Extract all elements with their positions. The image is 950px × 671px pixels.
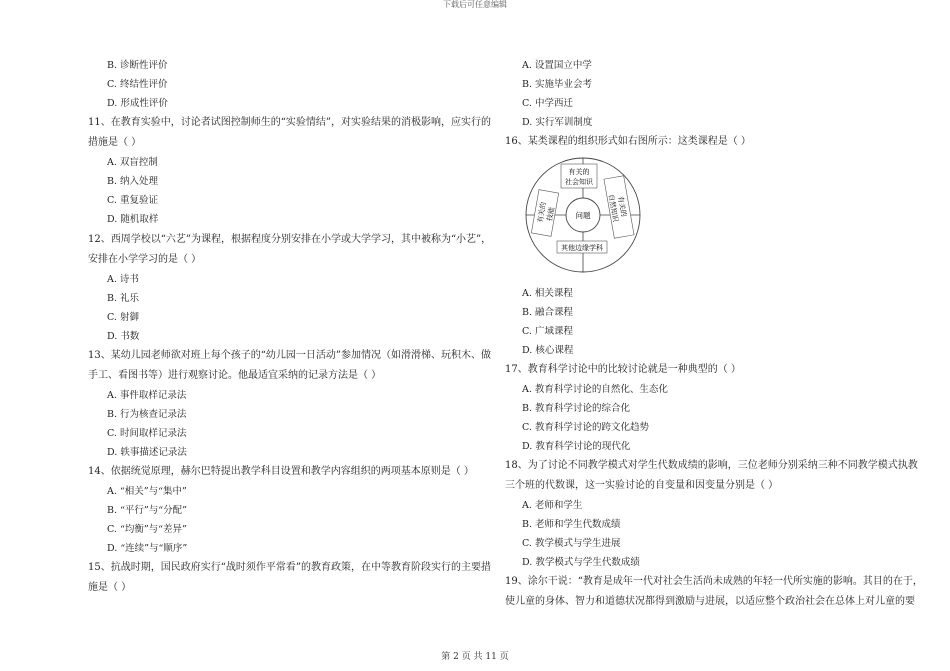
diagram-label-right-1: 有关的 xyxy=(616,195,628,218)
answer-option: B. 实施毕业会考 xyxy=(522,79,593,90)
answer-option: C. 终结性评价 xyxy=(107,79,168,90)
answer-option: A. 设置国立中学 xyxy=(522,60,592,71)
question-line: 13、某幼儿园老师欲对班上每个孩子的“幼儿园一日活动”参加情况（如滑滑梯、玩积木、做 xyxy=(88,350,491,361)
answer-option: B. 老师和学生代数成绩 xyxy=(522,519,621,530)
question-line: 17、教育科学讨论中的比较讨论就是一种典型的（ ） xyxy=(505,364,741,375)
answer-option: A. 老师和学生 xyxy=(522,500,583,511)
core-curriculum-figure xyxy=(523,155,643,275)
answer-option: B. 教育科学讨论的综合化 xyxy=(522,403,631,414)
question-line: 施是（ ） xyxy=(88,582,132,593)
answer-option: B. 融合课程 xyxy=(522,307,574,318)
answer-option: D. 书数 xyxy=(107,331,140,342)
question-line: 手工、看图书等）进行观察讨论。他最适宜采纳的记录方法是（ ） xyxy=(88,370,382,381)
answer-option: C. 广域课程 xyxy=(522,326,573,337)
answer-option: B. 行为核查记录法 xyxy=(107,409,187,420)
answer-option: A. “相关”与“集中” xyxy=(107,486,187,497)
answer-option: A. 双盲控制 xyxy=(107,157,158,168)
question-line: 11、在教育实验中，讨论者试图控制师生的“实验情结”，对实验结果的消极影响，应实行的 xyxy=(88,117,491,128)
answer-option: D. 教育科学讨论的现代化 xyxy=(522,441,631,452)
question-line: 19、涂尔干说：“教育是成年一代对社会生活尚未成熟的年轻一代所实施的影响。其目的在于， xyxy=(505,576,923,587)
answer-option: B. 礼乐 xyxy=(107,293,140,304)
question-line: 12、西周学校以“六艺”为课程，根据程度分别安排在小学或大学学习，其中被称为“小艺”， xyxy=(88,234,492,245)
answer-option: D. 核心课程 xyxy=(522,345,574,356)
answer-option: D. 轶事描述记录法 xyxy=(107,447,187,458)
question-line: 14、依据统觉原理，赫尔巴特提出教学科目设置和教学内容组织的两项基本原则是（ ） xyxy=(88,466,474,477)
diagram-label-left-2: 技能 xyxy=(545,206,557,222)
answer-option: D. 随机取样 xyxy=(107,214,159,225)
answer-option: C. 时间取样记录法 xyxy=(107,428,187,439)
diagram-center-label: 问题 xyxy=(575,211,591,220)
diagram-label-bottom: 其他边缘学科 xyxy=(561,244,603,252)
answer-option: C. 教学模式与学生进展 xyxy=(522,538,621,549)
question-line: 使儿童的身体、智力和道德状况都得到激励与进展，以适应整个政治社会在总体上对儿童的要 xyxy=(505,596,915,607)
answer-option: C. 重复验证 xyxy=(107,195,158,206)
answer-option: B. “平行”与“分配” xyxy=(107,505,187,516)
question-line: 三个班的代数课，这一实验讨论的自变量和因变量分别是（ ） xyxy=(505,480,779,491)
question-line: 措施是（ ） xyxy=(88,137,142,148)
question-line: 安排在小学学习的是（ ） xyxy=(88,254,202,265)
question-line: 15、抗战时期，国民政府实行“战时须作平常看”的教育政策，在中等教育阶段实行的主要措 xyxy=(88,562,491,573)
answer-option: D. “连续”与“顺序” xyxy=(107,543,188,554)
answer-option: B. 诊断性评价 xyxy=(107,60,168,71)
answer-option: C. 中学西迁 xyxy=(522,98,573,109)
diagram-label-right-2: 自然知识 xyxy=(606,193,620,223)
question-line: 18、为了讨论不同教学模式对学生代数成绩的影响，三位老师分别采纳三种不同教学模式执教 xyxy=(505,460,918,471)
question-line: 16、某类课程的组织形式如右图所示：这类课程是（ ） xyxy=(505,136,751,147)
answer-option: C. 教育科学讨论的跨文化趋势 xyxy=(522,422,649,433)
answer-option: B. 纳入处理 xyxy=(107,176,159,187)
answer-option: A. 诗书 xyxy=(107,274,139,285)
diagram-label-left-1: 有关的 xyxy=(536,201,548,224)
answer-option: C. “均衡”与“差异” xyxy=(107,524,187,535)
answer-option: D. 教学模式与学生代数成绩 xyxy=(522,557,640,568)
answer-option: A. 相关课程 xyxy=(522,288,573,299)
diagram-label-top-1: 有关的 xyxy=(568,168,590,176)
curriculum-diagram xyxy=(523,155,643,275)
page-header: 下载后可任意编辑 xyxy=(443,0,507,9)
page-footer: 第 2 页 共 11 页 xyxy=(441,652,509,662)
answer-option: A. 事件取样记录法 xyxy=(107,390,187,401)
answer-option: D. 形成性评价 xyxy=(107,98,168,109)
diagram-label-top-2: 社会知识 xyxy=(565,178,593,186)
answer-option: D. 实行军训制度 xyxy=(522,117,593,128)
answer-option: C. 射御 xyxy=(107,312,139,323)
answer-option: A. 教育科学讨论的自然化、生态化 xyxy=(522,384,668,395)
